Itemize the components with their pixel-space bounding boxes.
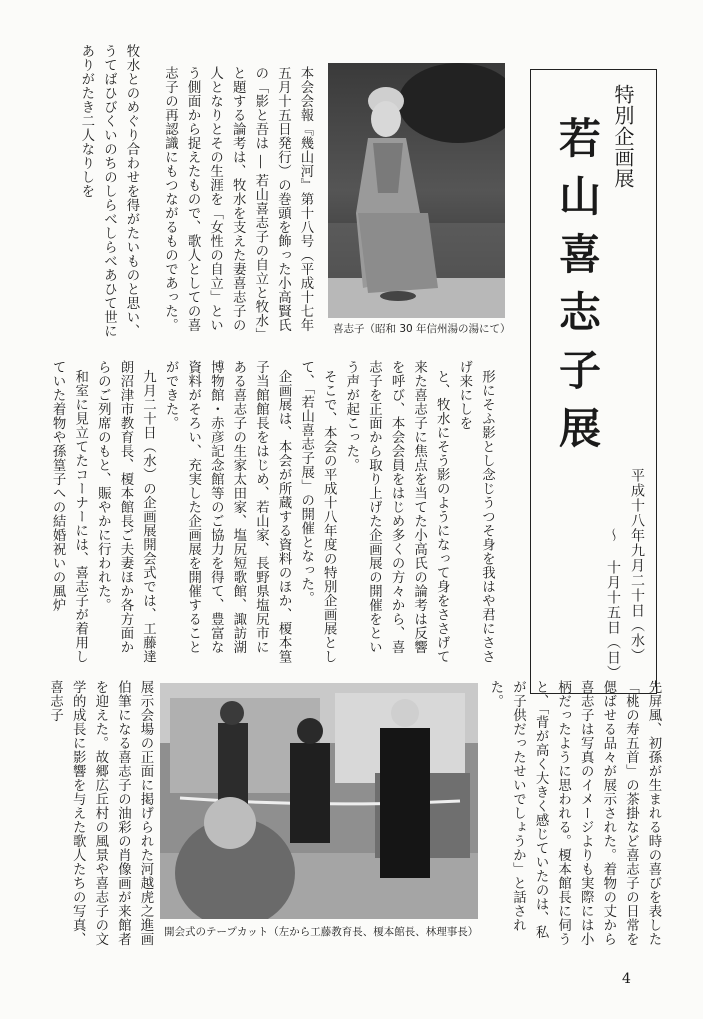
top-paragraph: 本会会報『幾山河』第十八号（平成十七年五月十五日発行）の巻頭を飾った小高賢氏の「影と吾は ― 若山喜志子の自立と牧水」と題する論考は、牧水を支えた妻喜志子の人となりとその生涯を「女性の自立」という側面から捉えたもので、歌人としての喜志子の再認識にもつながるものであった。 [162,66,313,342]
middle-poem: 形にそふ影とし念じうつそ身を我はや君にささげ来にしを [456,360,495,664]
portrait-caption: 喜志子（昭和 30 年信州湯の湯にて） [333,323,511,335]
title-kicker: 特別企画展 [611,84,635,189]
middle-paragraph-2: そこで、本会の平成十八年度の特別企画展として、「若山喜志子展」の開催となった。 [298,360,337,664]
title-box [530,69,657,694]
portrait-photo [328,63,505,318]
page-number: 4 [622,971,631,987]
middle-paragraph-3: 企画展は、本会が所蔵する資料のほか、榎本篁子当館館長をはじめ、若山家、長野県塩尻市にある喜志子の生家太田家、塩尻短歌館、諏訪湖博物館・赤彦記念館等のご協力を得て、豊富な資料がそろい、充実した企画展を開催することができた。 [163,360,292,664]
middle-text [50,360,520,666]
top-poem: 牧水とのめぐり合わせを得がたいものと思い、 うてばひびくいのちのしらべしらべあひて世にありがたき二人なりしを [78,44,139,338]
bottom-paragraph-b: 展示会場の正面に掲げられた河越虎之進画伯筆になる喜志子の油彩の肖像画が来館者を迎えた。故郷広丘村の風景や喜志子の文学的成長に影響を与えた歌人たちの写真、喜志子 [47,680,153,946]
title-main: 若山喜志子展 [553,116,602,464]
portrait-image [328,63,505,318]
ceremony-photo [160,683,478,919]
ceremony-caption: 開会式のテープカット（左から工藤教育長、榎本館長、林理事長） [164,926,479,938]
middle-paragraph-1: と、牧水にそう影のようになって身をささげて来た喜志子に焦点を当てた小高氏の論考は反響を呼び、本会会員をはじめ多くの方々から、喜志子を正面から取り上げた企画展の開催をという声が起こった。 [343,360,450,664]
middle-paragraph-4: 九月二十日（水）の企画展開会式では、工藤達朗沼津市教育長、榎本館長ご夫妻ほか各方面からのご列席のもと、賑やかに行われた。 [95,360,156,664]
ceremony-image [160,683,478,919]
date-start: 平成十八年九月二十日（水） [629,468,645,663]
date-end: 〜 十月十五日（日） [605,528,621,680]
middle-paragraph-5: 和室に見立てたコーナーには、喜志子が着用していた着物や孫篁子への結婚祝いの風炉 [50,360,88,664]
bottom-paragraph-a: 先屏風、初孫が生まれる時の喜びを表した「桃の寿五首」の茶掛など喜志子の日常を偲ばせる品々が展示された。着物の丈から喜志子は写真のイメージよりも実際には小柄だったように思われる。榎本館長に伺うと、「背が高く大きく感じていたのは、私が子供だったせいでしょうか」と話された。 [487,680,661,946]
